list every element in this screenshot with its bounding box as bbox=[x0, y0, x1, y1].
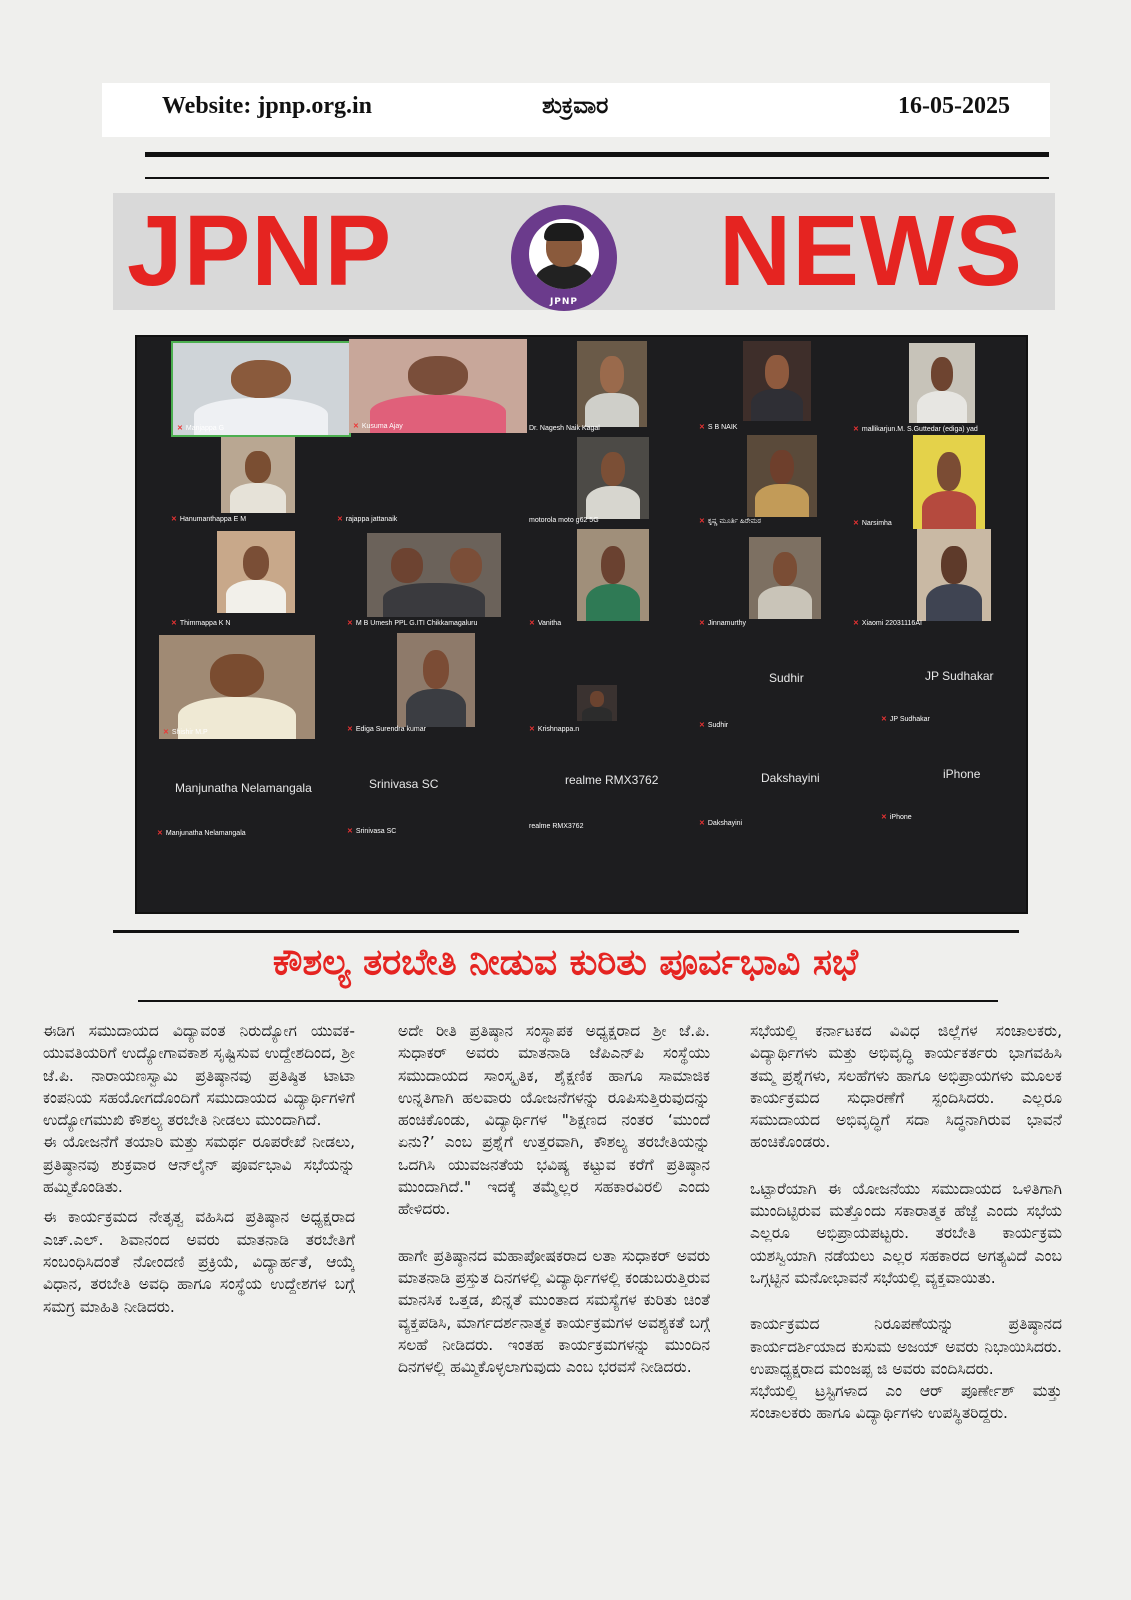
participant-avatar-name: Manjunatha Nelamangala bbox=[175, 781, 312, 795]
article-paragraph: ಸಭೆಯಲ್ಲಿ ಟ್ರಸ್ಟಿಗಳಾದ ಎಂ ಆರ್ ಪೂರ್ಣೇಶ್ ಮತ್ತು ಸಂಚಾಲಕರು ಹಾಗೂ ವಿದ್ಯಾರ್ಥಿಗಳು ಉಪಸ್ಥಿತರಿದ್ದರು. bbox=[750, 1382, 1062, 1423]
masthead-title-left: JPNP bbox=[127, 195, 393, 307]
divider-top-thick bbox=[145, 152, 1049, 157]
article-paragraph: ಅದೇ ರೀತಿ ಪ್ರತಿಷ್ಠಾನ ಸಂಸ್ಥಾಪಕ ಅಧ್ಯಕ್ಷರಾದ ಶ್ರೀ ಜೆ.ಪಿ. ಸುಧಾಕರ್ ಅವರು ಮಾತನಾಡಿ ಜೆಪಿಎನ್‌ಪಿ ಸಂಸ್ಥೆಯು ಸಮುದಾಯದ ಸಾಂಸ್ಕೃತಿಕ, ಶೈಕ್ಷಣಿಕ ಹಾಗೂ ಸಾಮಾಜಿಕ ಉನ್ನತಿಗಾಗಿ ಹಲವಾರು ಯೋಜನೆಗಳನ್ನು ರೂಪಿಸುತ್ತಿರುವುದನ್ನು ಹಂಚಿಕೊಂಡು, ವಿದ್ಯಾರ್ಥಿಗಳ "ಶಿಕ್ಷಣದ ನಂತರ ‘ಮುಂದೆ ಏನು?’ ಎಂಬ ಪ್ರಶ್ನೆಗೆ ಉತ್ತರವಾಗಿ, ಕೌಶಲ್ಯ ತರಬೇತಿಯನ್ನು ಒದಗಿಸಿ ಯುವಜನತೆಯ ಭವಿಷ್ಯ ಕಟ್ಟುವ ಕರೆಗೆ ಪ್ರತಿಷ್ಠಾನ ಮುಂದಾಗಿದೆ." ಇದಕ್ಕೆ ತಮ್ಮೆಲ್ಲರ ಸಹಕಾರವಿರಲಿ ಎಂದು ಹೇಳಿದರು. bbox=[398, 1022, 710, 1219]
video-tile bbox=[577, 341, 647, 427]
participant-name: ✕ mallikarjun.M. S.Guttedar (ediga) yad bbox=[853, 426, 978, 433]
participant-name: ✕ Manjappa G bbox=[177, 425, 225, 432]
participant-name: ✕ Sudhir bbox=[699, 722, 729, 729]
video-tile bbox=[747, 435, 817, 517]
video-tile bbox=[397, 633, 475, 727]
participant-avatar-name: Dakshayini bbox=[761, 771, 820, 785]
participant-avatar-name: realme RMX3762 bbox=[565, 773, 659, 787]
participant-avatar-name: JP Sudhakar bbox=[925, 669, 994, 683]
video-tile bbox=[913, 435, 985, 529]
website-link[interactable]: Website: jpnp.org.in bbox=[162, 93, 373, 119]
participant-name: motorola moto g62 5G bbox=[529, 517, 599, 524]
issue-date: 16-05-2025 bbox=[898, 93, 1010, 119]
divider-top-thin bbox=[145, 177, 1049, 179]
video-tile bbox=[749, 537, 821, 619]
video-tile bbox=[367, 533, 501, 617]
participant-name: ✕ Shishir M.P bbox=[163, 729, 208, 736]
participant-name: ✕ Srinivasa SC bbox=[347, 828, 397, 835]
video-tile bbox=[349, 339, 527, 433]
participant-name: ✕ M B Umesh PPL G.ITI Chikkamagaluru bbox=[347, 620, 478, 627]
participant-name: ✕ rajappa jattanaik bbox=[337, 516, 398, 523]
masthead bbox=[113, 193, 1055, 310]
header-bar bbox=[102, 83, 1050, 137]
participant-name: ✕ iPhone bbox=[881, 814, 912, 821]
video-tile bbox=[217, 531, 295, 613]
participant-name: ✕ S B NAIK bbox=[699, 424, 738, 431]
participant-name: ✕ ಕೃಷ್ಣ ಮೂರ್ತಿ ಹಿರೇಮಠ bbox=[699, 518, 762, 525]
article-column-2 bbox=[398, 1020, 710, 1378]
masthead-title-right: NEWS bbox=[719, 195, 1023, 307]
video-tile bbox=[159, 635, 315, 739]
article-paragraph: ಹಾಗೇ ಪ್ರತಿಷ್ಠಾನದ ಮಹಾಪೋಷಕರಾದ ಲತಾ ಸುಧಾಕರ್ ಅವರು ಮಾತನಾಡಿ ಪ್ರಸ್ತುತ ದಿನಗಳಲ್ಲಿ ವಿದ್ಯಾರ್ಥಿಗಳಲ್ಲಿ ಕಂಡುಬರುತ್ತಿರುವ ಮಾನಸಿಕ ಒತ್ತಡ, ಖಿನ್ನತೆ ಮುಂತಾದ ಸಮಸ್ಯೆಗಳ ಕುರಿತು ಚಿಂತೆ ವ್ಯಕ್ತಪಡಿಸಿ, ಮಾರ್ಗದರ್ಶನಾತ್ಮಕ ಕಾರ್ಯಕ್ರಮಗಳ ಅವಶ್ಯಕತೆ ಬಗ್ಗೆ ಸಲಹೆ ನೀಡಿದರು. ಇಂತಹ ಕಾರ್ಯಕ್ರಮಗಳನ್ನು ಮುಂದಿನ ದಿನಗಳಲ್ಲಿ ಹಮ್ಮಿಕೊಳ್ಳಲಾಗುವುದು ಎಂಬ ಭರವಸೆ ನೀಡಿದರು. bbox=[398, 1246, 710, 1377]
online-meeting-photo bbox=[135, 335, 1028, 914]
participant-name: realme RMX3762 bbox=[529, 823, 584, 830]
logo-caption: JPNP bbox=[549, 297, 579, 307]
participant-name: ✕ Hanumanthappa E M bbox=[171, 516, 247, 523]
participant-name: Dr. Nagesh Naik Kagal bbox=[529, 425, 600, 432]
article-column-3 bbox=[750, 1020, 1062, 1425]
participant-name: ✕ JP Sudhakar bbox=[881, 716, 930, 723]
video-tile bbox=[577, 529, 649, 621]
participant-name: ✕ Dakshayini bbox=[699, 820, 743, 827]
weekday: ಶುಕ್ರವಾರ bbox=[542, 93, 609, 119]
participant-name: ✕ Narsimha bbox=[853, 520, 892, 527]
logo-portrait bbox=[529, 219, 599, 289]
article-paragraph: ಈ ಯೋಜನೆಗೆ ತಯಾರಿ ಮತ್ತು ಸಮರ್ಥ ರೂಪರೇಖೆ ನೀಡಲು, ಪ್ರತಿಷ್ಠಾನವು ಶುಕ್ರವಾರ ಆನ್‌ಲೈನ್ ಪೂರ್ವಭಾವಿ ಸಭೆಯನ್ನು ಹಮ್ಮಿಕೊಂಡಿತು. bbox=[43, 1133, 355, 1197]
participant-avatar-name: iPhone bbox=[943, 767, 981, 781]
divider-headline-top bbox=[113, 930, 1019, 933]
participant-name: ✕ Jinnamurthy bbox=[699, 620, 747, 627]
video-tile bbox=[743, 341, 811, 421]
article-paragraph: ಈಡಿಗ ಸಮುದಾಯದ ವಿದ್ಯಾವಂತ ನಿರುದ್ಯೋಗ ಯುವಕ-ಯುವತಿಯರಿಗೆ ಉದ್ಯೋಗಾವಕಾಶ ಸೃಷ್ಟಿಸುವ ಉದ್ದೇಶದಿಂದ, ಶ್ರೀ ಜೆ.ಪಿ. ನಾರಾಯಣಸ್ವಾಮಿ ಪ್ರತಿಷ್ಠಾನವು ಪ್ರತಿಷ್ಠಿತ ಟಾಟಾ ಕಂಪನಿಯ ಸಹಯೋಗದೊಂದಿಗೆ ಸಮುದಾಯದ ವಿದ್ಯಾರ್ಥಿಗಳಿಗೆ ಉದ್ಯೋಗಮುಖಿ ಕೌಶಲ್ಯ ತರಬೇತಿ ನೀಡಲು ಮುಂದಾಗಿದೆ. bbox=[43, 1022, 355, 1130]
video-tile bbox=[577, 685, 617, 721]
headline: ಕೌಶಲ್ಯ ತರಬೇತಿ ನೀಡುವ ಕುರಿತು ಪೂರ್ವಭಾವಿ ಸಭೆ bbox=[272, 942, 859, 983]
video-tile bbox=[909, 343, 975, 423]
video-tile bbox=[221, 437, 295, 513]
article-paragraph: ಒಟ್ಟಾರೆಯಾಗಿ ಈ ಯೋಜನೆಯು ಸಮುದಾಯದ ಒಳಿತಿಗಾಗಿ ಮುಂದಿಟ್ಟಿರುವ ಮತ್ತೊಂದು ಸಕಾರಾತ್ಮಕ ಹೆಜ್ಜೆ ಎಂದು ಸಭೆಯ ಎಲ್ಲರೂ ಅಭಿಪ್ರಾಯಪಟ್ಟರು. ತರಬೇತಿ ಕಾರ್ಯಕ್ರಮ ಯಶಸ್ವಿಯಾಗಿ ನಡೆಯಲು ಎಲ್ಲರ ಸಹಕಾರದ ಅಗತ್ಯವಿದೆ ಎಂಬ ಒಗ್ಗಟ್ಟಿನ ಮನೋಭಾವನೆ ಸಭೆಯಲ್ಲಿ ವ್ಯಕ್ತವಾಯಿತು. bbox=[750, 1179, 1062, 1287]
video-tile bbox=[171, 341, 351, 437]
participant-name: ✕ Manjunatha Nelamangala bbox=[157, 830, 246, 837]
participant-avatar-name: Srinivasa SC bbox=[369, 777, 439, 791]
divider-headline-bottom bbox=[138, 1000, 998, 1002]
article-paragraph: ಕಾರ್ಯಕ್ರಮದ ನಿರೂಪಣೆಯನ್ನು ಪ್ರತಿಷ್ಠಾನದ ಕಾರ್ಯದರ್ಶಿಯಾದ ಕುಸುಮ ಅಜಯ್ ಅವರು ನಿಭಾಯಿಸಿದರು. ಉಪಾಧ್ಯಕ್ಷರಾದ ಮಂಜಪ್ಪ ಜಿ ಅವರು ವಂದಿಸಿದರು. bbox=[750, 1315, 1062, 1378]
participant-name: ✕ Ediga Surendra kumar bbox=[347, 726, 426, 733]
participant-name: ✕ Kusuma Ajay bbox=[353, 423, 403, 430]
article-column-1 bbox=[43, 1020, 355, 1318]
video-tile bbox=[577, 437, 649, 519]
video-tile bbox=[917, 529, 991, 621]
participant-avatar-name: Sudhir bbox=[769, 671, 804, 685]
article-paragraph: ಈ ಕಾರ್ಯಕ್ರಮದ ನೇತೃತ್ವ ವಹಿಸಿದ ಪ್ರತಿಷ್ಠಾನ ಅಧ್ಯಕ್ಷರಾದ ಎಚ್.ಎಲ್. ಶಿವಾನಂದ ಅವರು ಮಾತನಾಡಿ ತರಬೇತಿಗೆ ಸಂಬಂಧಿಸಿದಂತೆ ನೋಂದಣಿ ಪ್ರಕ್ರಿಯೆ, ವಿದ್ಯಾರ್ಹತೆ, ಆಯ್ಕೆ ವಿಧಾನ, ತರಬೇತಿ ಅವಧಿ ಹಾಗೂ ಸಂಸ್ಥೆಯ ಉದ್ದೇಶಗಳ ಬಗ್ಗೆ ಸಮಗ್ರ ಮಾಹಿತಿ ನೀಡಿದರು. bbox=[43, 1208, 355, 1316]
participant-name: ✕ Xiaomi 22031116AI bbox=[853, 620, 922, 627]
participant-name: ✕ Thimmappa K N bbox=[171, 620, 231, 627]
article-paragraph: ಸಭೆಯಲ್ಲಿ ಕರ್ನಾಟಕದ ವಿವಿಧ ಜಿಲ್ಲೆಗಳ ಸಂಚಾಲಕರು, ವಿದ್ಯಾರ್ಥಿಗಳು ಮತ್ತು ಅಭಿವೃದ್ಧಿ ಕಾರ್ಯಕರ್ತರು ಭಾಗವಹಿಸಿ ತಮ್ಮ ಪ್ರಶ್ನೆಗಳು, ಸಲಹೆಗಳು ಹಾಗೂ ಅಭಿಪ್ರಾಯಗಳು ಮೂಲಕ ಕಾರ್ಯಕ್ರಮದ ಸುಧಾರಣೆಗೆ ಸ್ಪಂದಿಸಿದರು. ಎಲ್ಲರೂ ಸಮುದಾಯದ ಅಭಿವೃದ್ಧಿಗೆ ಸದಾ ಸಿದ್ಧನಾಗಿರುವ ಭಾವನೆ ಹಂಚಿಕೊಂಡರು. bbox=[750, 1022, 1062, 1152]
participant-name: ✕ Vanitha bbox=[529, 620, 562, 627]
foundation-logo-icon bbox=[511, 205, 617, 311]
participant-name: ✕ Krishnappa.n bbox=[529, 726, 580, 733]
